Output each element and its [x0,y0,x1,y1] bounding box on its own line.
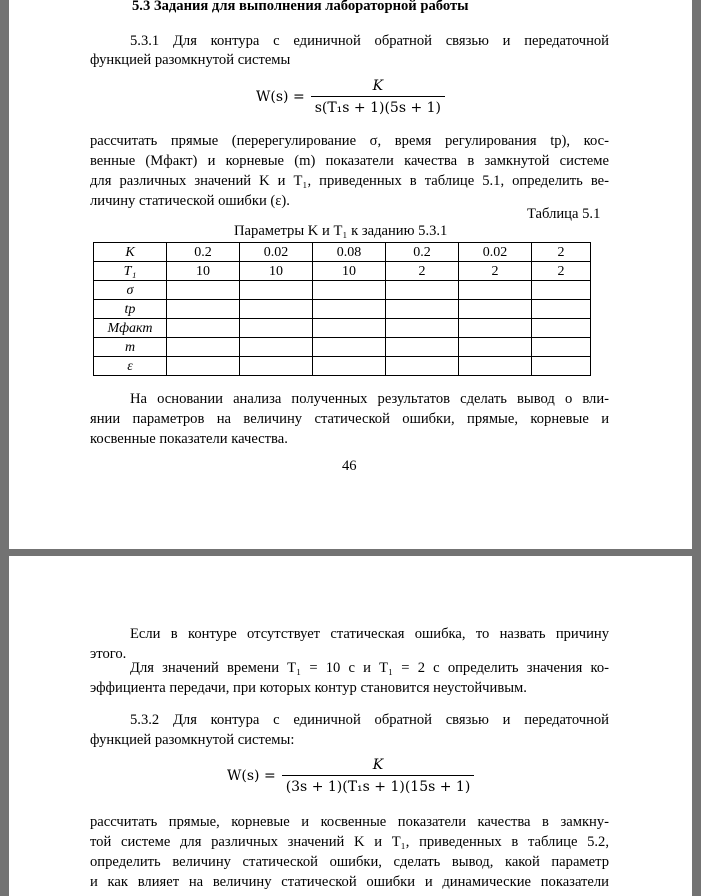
table-cell [386,300,459,319]
task-531-intro-line2: функцией разомкнутой системы [90,52,291,68]
static-error-line2: этого. [90,646,127,662]
table-label: Таблица 5.1 [527,206,601,222]
table-cell [313,300,386,319]
static-error-line1: Если в контуре отсутствует статическая ошибка, то назвать причину [130,626,609,642]
task-532-body-line1: рассчитать прямые, корневые и косвенные показатели качества в замкну- [90,814,609,830]
table-row [94,338,591,357]
transfer-function-formula-1 [256,78,445,116]
conclusion-line1: На основании анализа полученных результатов сделать вывод о вли- [130,391,609,407]
table-cell [240,338,313,357]
table-row [94,262,591,281]
table-cell [240,281,313,300]
task-531-body-line3: для различных значений K и T₁, приведенных в таблице 5.1, определить ве- [90,173,609,189]
instability-line1: Для значений времени T₁ = 10 с и T₁ = 2 с определить значения ко- [130,660,609,676]
task-532-intro-line1: 5.3.2 Для контура с единичной обратной связью и передаточной [130,712,609,728]
table-row [94,319,591,338]
table-cell: 0.2 [167,243,240,262]
table-cell [167,319,240,338]
task-number: 5.3.1 [130,33,160,49]
row-label: m [94,338,167,357]
table-cell [386,319,459,338]
table-cell: 10 [313,262,386,281]
table-cell: 10 [167,262,240,281]
row-label: K [94,243,167,262]
table-cell: 0.02 [240,243,313,262]
table-cell [386,338,459,357]
table-cell [532,300,591,319]
document-page-47 [9,556,692,896]
table-cell [313,319,386,338]
table-cell [459,319,532,338]
table-cell [240,300,313,319]
page-number: 46 [342,458,357,474]
formula-lhs: W(s) = [256,89,305,105]
table-row [94,243,591,262]
table-cell [167,357,240,376]
table-cell [167,300,240,319]
table-row [94,300,591,319]
task-532-body-line3: определить величину статической ошибки, сделать вывод, какой параметр [90,854,609,870]
task-531-body-line4: личину статической ошибки (ε). [90,193,290,209]
table-cell: 2 [532,243,591,262]
document-page-46 [9,0,692,549]
formula-denominator: s(T₁s + 1)(5s + 1) [311,96,445,116]
table-cell [313,357,386,376]
transfer-function-formula-2 [227,757,474,795]
table-cell [459,300,532,319]
table-cell [313,281,386,300]
table-cell: 0.2 [386,243,459,262]
table-cell [459,338,532,357]
row-label: Мфакт [94,319,167,338]
formula2-lhs: W(s) = [227,768,276,784]
instability-line2: эффициента передачи, при которых контур становится неустойчивым. [90,680,527,696]
table-cell: 2 [532,262,591,281]
task-number-2: 5.3.2 [130,712,160,728]
table-cell: 10 [240,262,313,281]
table-caption: Параметры K и T₁ к заданию 5.3.1 [234,223,448,239]
table-cell [167,281,240,300]
table-cell [167,338,240,357]
table-cell: 2 [386,262,459,281]
table-cell [240,357,313,376]
conclusion-line3: косвенные показатели качества. [90,431,288,447]
table-cell [532,281,591,300]
table-row [94,281,591,300]
task-532-intro-line2: функцией разомкнутой системы: [90,732,295,748]
task-531-body-line2: венные (Мфакт) и корневые (m) показатели качества в замкнутой системе [90,153,609,169]
task-531-intro-line1: 5.3.1 Для контура с единичной обратной связью и передаточной [130,33,609,49]
table-cell [386,357,459,376]
table-cell [532,357,591,376]
table-cell: 2 [459,262,532,281]
table-cell [459,281,532,300]
table-cell [459,357,532,376]
table-cell [240,319,313,338]
table-cell: 0.08 [313,243,386,262]
formula2-numerator: K [372,757,384,773]
task-532-body-line4: и как влияет на величину статической ошибки и динамические показатели [90,874,609,890]
row-label: T₁ [94,262,167,281]
parameters-table [93,242,591,376]
row-label: ε [94,357,167,376]
row-label: tр [94,300,167,319]
formula-numerator: K [372,78,384,94]
task-532-body-line2: той системе для различных значений K и T₁, приведенных в таблице 5.2, [90,834,609,850]
row-label: σ [94,281,167,300]
table-cell [532,338,591,357]
table-row [94,357,591,376]
task-531-body-line1: рассчитать прямые (перерегулирование σ, время регулирования tр), кос- [90,133,609,149]
table-cell [386,281,459,300]
conclusion-line2: янии параметров на величину статической ошибки, прямые, корневые и [90,411,609,427]
section-heading: 5.3 Задания для выполнения лабораторной работы [132,0,469,14]
table-cell [532,319,591,338]
table-cell: 0.02 [459,243,532,262]
table-cell [313,338,386,357]
formula2-denominator: (3s + 1)(T₁s + 1)(15s + 1) [282,775,475,795]
